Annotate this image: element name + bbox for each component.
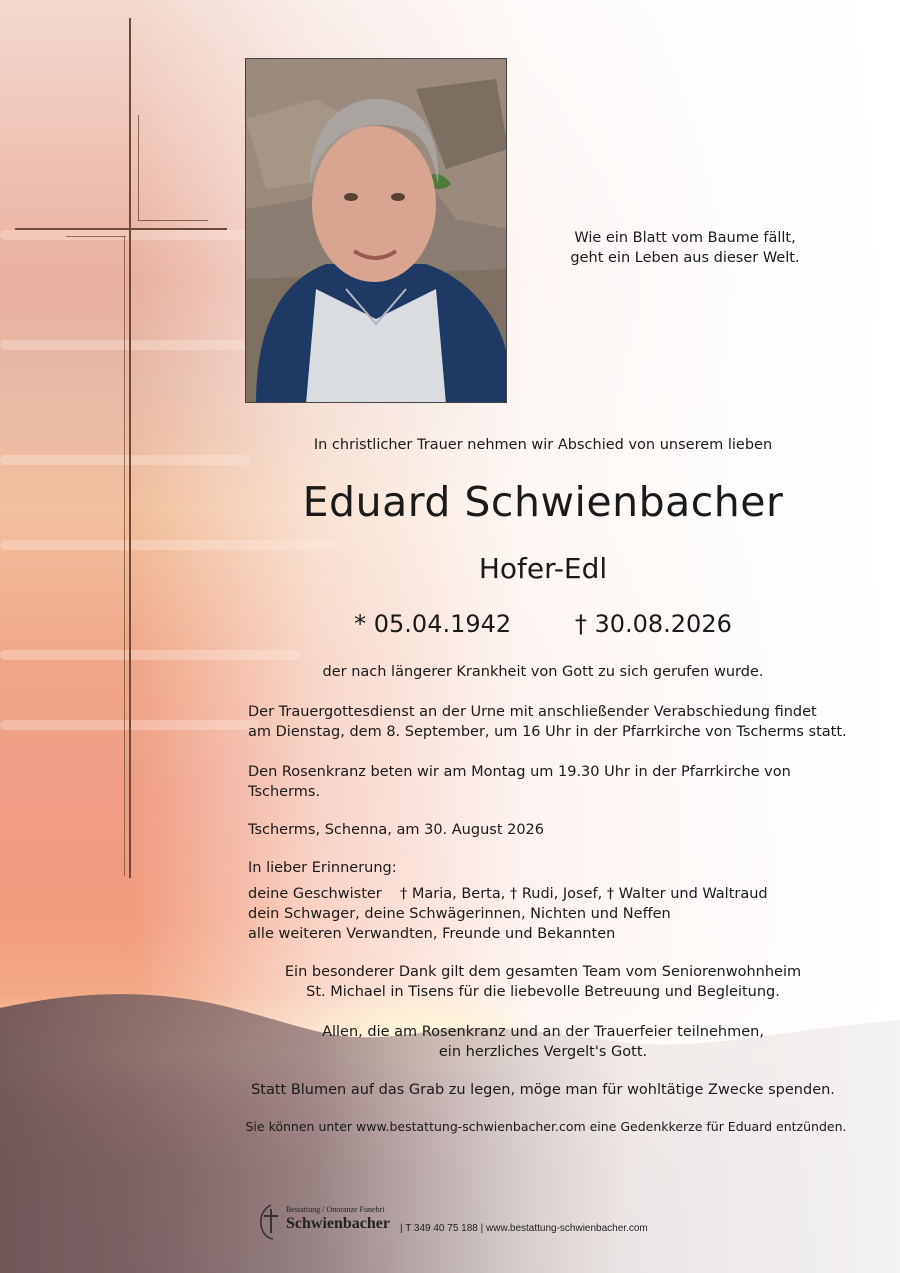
mourner-row-relatives: dein Schwager, deine Schwägerinnen, Nichten und Neffen — [248, 906, 671, 922]
rosary-line-1: Den Rosenkranz beten wir am Montag um 19.30 Uhr in der Pfarrkirche von — [248, 764, 791, 780]
rosary-line-2: Tscherms. — [248, 784, 321, 800]
quote-line-2: geht ein Leben aus dieser Welt. — [570, 250, 800, 266]
cloud-streak — [0, 650, 300, 660]
place-date: Tscherms, Schenna, am 30. August 2026 — [248, 822, 545, 838]
service-info — [248, 702, 847, 742]
thanks-line-2: St. Michael in Tisens für die liebevolle Betreuung und Begleitung. — [306, 984, 780, 1000]
mourner-row-siblings — [248, 884, 768, 904]
siblings-label: deine Geschwister — [248, 886, 382, 902]
cloud-streak — [0, 455, 250, 465]
deceased-nickname: Hofer-Edl — [478, 552, 608, 585]
donation-text: Statt Blumen auf das Grab zu legen, möge man für wohltätige Zwecke spenden. — [251, 1082, 835, 1098]
service-line-1: Der Trauergottesdienst an der Urne mit anschließender Verabschiedung findet — [248, 704, 817, 720]
intro-text: In christlicher Trauer nehmen wir Abschied von unserem lieben — [313, 437, 773, 453]
gratitude-line-2: ein herzliches Vergelt's Gott. — [438, 1044, 648, 1060]
life-dates — [248, 610, 838, 638]
remembrance-heading: In lieber Erinnerung: — [248, 860, 397, 876]
portrait-photo — [245, 58, 507, 403]
service-line-2: am Dienstag, dem 8. September, um 16 Uhr in der Pfarrkirche von Tscherms statt. — [248, 724, 847, 740]
mourners-list — [248, 884, 768, 944]
footer-contact: | T 349 40 75 188 | www.bestattung-schwienbacher.com — [400, 1223, 648, 1234]
gratitude-text — [248, 1022, 838, 1062]
thanks-text — [248, 962, 838, 1002]
mourner-row-friends: alle weiteren Verwandten, Freunde und Bekannten — [248, 926, 616, 942]
quote — [560, 228, 810, 268]
candle-text: Sie können unter www.bestattung-schwienbacher.com eine Gedenkkerze für Eduard entzünden. — [245, 1119, 847, 1134]
thanks-line-1: Ein besonderer Dank gilt dem gesamten Team vom Seniorenwohnheim — [284, 964, 802, 980]
gratitude-line-1: Allen, die am Rosenkranz und an der Trauerfeier teilnehmen, — [322, 1024, 764, 1040]
brand-tagline: Bestattung / Onoranze Funebri — [286, 1205, 385, 1214]
logo-cross-icon — [258, 1203, 284, 1241]
footer — [258, 1203, 718, 1243]
death-date: † 30.08.2026 — [574, 610, 732, 638]
quote-line-1: Wie ein Blatt vom Baume fällt, — [574, 230, 796, 246]
rosary-info — [248, 762, 791, 802]
deceased-name: Eduard Schwienbacher — [302, 478, 784, 526]
called-home-text: der nach längerer Krankheit von Gott zu sich gerufen wurde. — [322, 664, 764, 680]
cloud-streak — [0, 540, 340, 550]
brand-name: Schwienbacher — [286, 1215, 390, 1232]
birth-date: * 05.04.1942 — [354, 610, 512, 638]
siblings-names: † Maria, Berta, † Rudi, Josef, † Walter und Waltraud — [400, 886, 768, 902]
